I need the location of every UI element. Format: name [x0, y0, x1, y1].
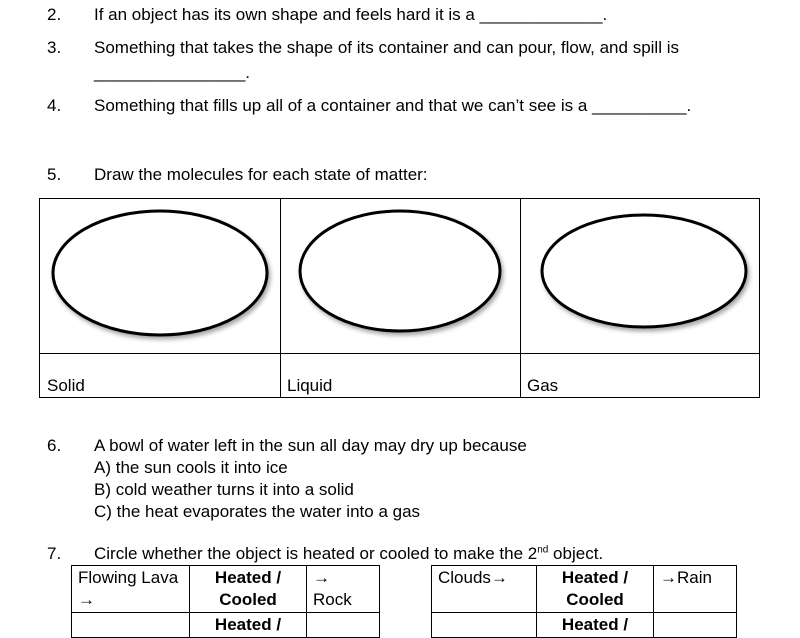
- question-text: Circle whether the object is heated or cooled to make the 2nd object.: [94, 544, 604, 563]
- question-number: 4.: [47, 96, 62, 115]
- table-row: [432, 566, 737, 613]
- gas-drawing-oval: [521, 199, 759, 353]
- table-row: [72, 566, 380, 613]
- question-text: A bowl of water left in the sun all day may dry up because: [94, 436, 527, 455]
- question-number: 7.: [47, 544, 62, 563]
- result-cell: [307, 613, 380, 638]
- question-number: 2.: [47, 5, 62, 24]
- liquid-drawing-oval: [281, 199, 520, 353]
- object-cell: [432, 613, 537, 638]
- object-cell: Flowing Lava →: [72, 566, 190, 613]
- table-row: [72, 613, 380, 638]
- question-text: Draw the molecules for each state of matter:: [94, 165, 428, 184]
- state-label-solid: Solid: [47, 376, 85, 395]
- heated-cooled-choice[interactable]: Heated / Cooled: [190, 566, 307, 613]
- state-label-gas: Gas: [527, 376, 559, 395]
- object-cell: [72, 613, 190, 638]
- heat-table-left: [71, 565, 380, 638]
- result-cell: → Rock: [307, 566, 380, 613]
- heated-cooled-choice[interactable]: Heated / Cooled: [537, 566, 654, 613]
- option-a[interactable]: A) the sun cools it into ice: [94, 458, 288, 477]
- column-divider: [520, 199, 521, 397]
- state-label-liquid: Liquid: [287, 376, 333, 395]
- result-cell: [654, 613, 737, 638]
- option-b[interactable]: B) cold weather turns it into a solid: [94, 480, 354, 499]
- heat-table-right: [431, 565, 737, 638]
- solid-drawing-cell[interactable]: [40, 199, 280, 353]
- question-text: If an object has its own shape and feels hard it is a _____________.: [94, 5, 608, 24]
- question-text: Something that fills up all of a container and that we can’t see is a __________.: [94, 96, 692, 115]
- heated-cooled-choice[interactable]: Heated /: [190, 613, 307, 638]
- table-row: [432, 613, 737, 638]
- option-c[interactable]: C) the heat evaporates the water into a gas: [94, 502, 421, 521]
- heated-cooled-choice[interactable]: Heated /: [537, 613, 654, 638]
- result-cell: →Rain: [654, 566, 737, 613]
- question-number: 6.: [47, 436, 62, 455]
- question-number: 3.: [47, 38, 62, 57]
- object-cell: Clouds→: [432, 566, 537, 613]
- solid-drawing-oval: [40, 199, 280, 353]
- answer-blank: ________________.: [94, 63, 250, 82]
- liquid-drawing-cell[interactable]: [281, 199, 520, 353]
- question-text: Something that takes the shape of its container and can pour, flow, and spill is: [94, 38, 679, 57]
- gas-drawing-cell[interactable]: [521, 199, 759, 353]
- states-of-matter-table: [39, 198, 760, 398]
- row-divider: [40, 353, 759, 354]
- question-number: 5.: [47, 165, 62, 184]
- column-divider: [280, 199, 281, 397]
